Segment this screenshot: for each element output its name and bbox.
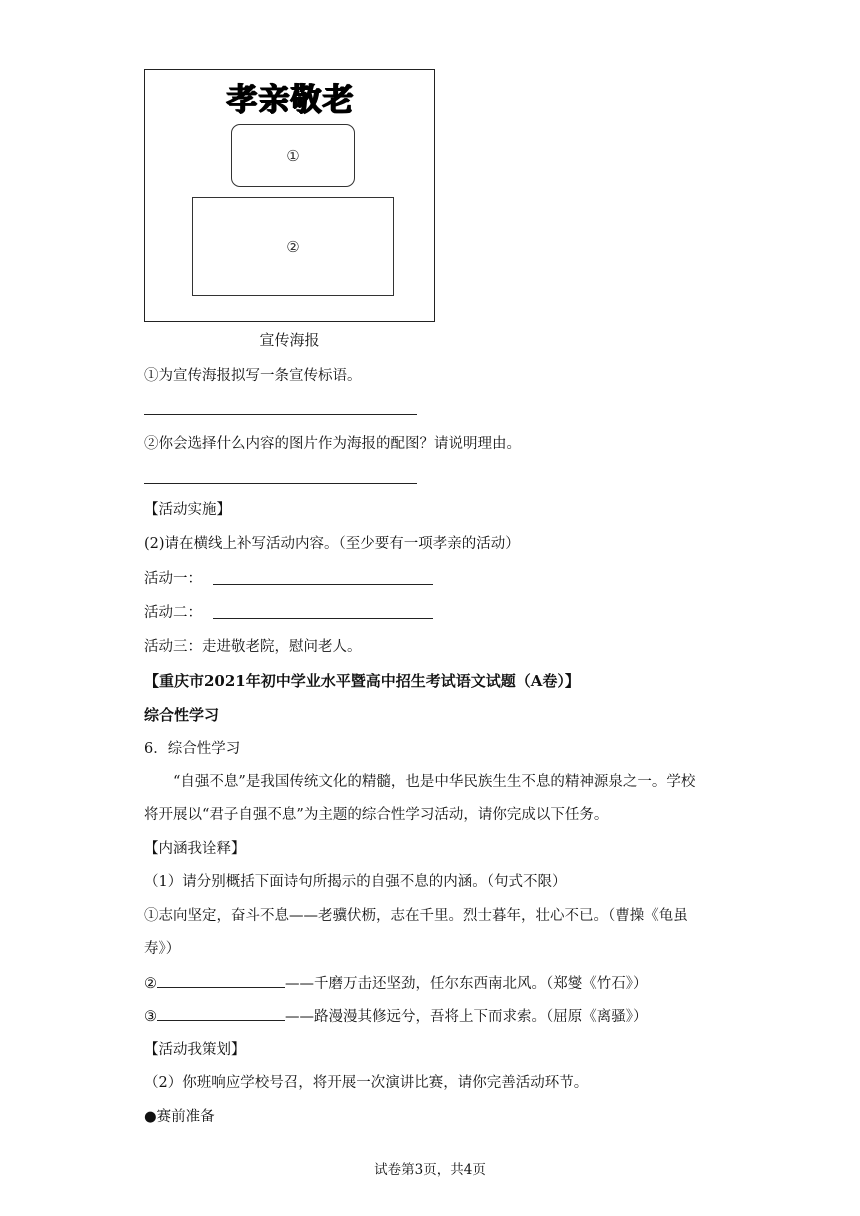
answer-line-2[interactable] [144,483,417,484]
q6-para-line2: 将开展以“君子自强不息”为主题的综合性学习活动，请你完成以下任务。 [144,807,609,823]
activity-heading: 【活动实施】 [144,502,231,518]
activity-one-label: 活动一： [144,571,202,587]
activity-three: 活动三：走进敬老院，慰问老人。 [144,639,362,655]
q6-number: 6．综合性学习 [144,741,241,757]
heading-planning: 【活动我策划】 [144,1042,246,1058]
poster-title: 孝亲敬老 [226,82,355,118]
example-3-mark: ③ [144,1009,157,1025]
activity-one [144,569,202,589]
poster-slogan-box [231,124,355,187]
source-heading: 【重庆市2021年初中学业水平暨高中招生考试语文试题（A卷）】 [144,672,580,690]
activity-two-label: 活动二： [144,605,202,621]
sub-question-1: （1）请分别概括下面诗句所揭示的自强不息的内涵。（句式不限） [144,874,567,890]
example-1-line2: 寿》） [144,941,181,957]
page-footer: 试卷第3页，共4页 [374,1162,486,1178]
example-3-text: ——路漫漫其修远兮，吾将上下而求索。（屈原《离骚》） [285,1009,648,1025]
q1-item1: ①为宣传海报拟写一条宣传标语。 [144,368,362,384]
box1-label: ① [286,146,300,165]
example-3-blank[interactable] [157,1006,285,1021]
answer-line-1[interactable] [144,414,417,415]
bullet-preparation: ●赛前准备 [144,1109,215,1125]
box2-label: ② [286,237,300,256]
sub-question-2: （2）你班响应学校号召，将开展一次演讲比赛，请你完善活动环节。 [144,1075,589,1091]
example-2-mark: ② [144,976,157,992]
activity-prompt: (2)请在横线上补写活动内容。（至少要有一项孝亲的活动） [144,536,520,552]
example-2-blank[interactable] [157,973,285,988]
q1-item2: ②你会选择什么内容的图片作为海报的配图？请说明理由。 [144,436,521,452]
section-title: 综合性学习 [144,706,220,724]
q6-para-line1: “自强不息”是我国传统文化的精髓，也是中华民族生生不息的精神源泉之一。学校 [173,774,696,790]
activity-two-blank[interactable] [213,618,433,619]
example-2-text: ——千磨万击还坚劲，任尔东西南北风。（郑燮《竹石》） [285,976,648,992]
example-2 [144,973,648,994]
poster-image-box [192,197,394,296]
example-3 [144,1006,648,1027]
activity-one-blank[interactable] [213,584,433,585]
heading-connotation: 【内涵我诠释】 [144,841,246,857]
poster-caption: 宣传海报 [259,331,320,349]
example-1-line1: ①志向坚定，奋斗不息——老骥伏枥，志在千里。烈士暮年，壮心不已。（曹操《龟虽 [144,908,688,924]
activity-two [144,603,202,623]
